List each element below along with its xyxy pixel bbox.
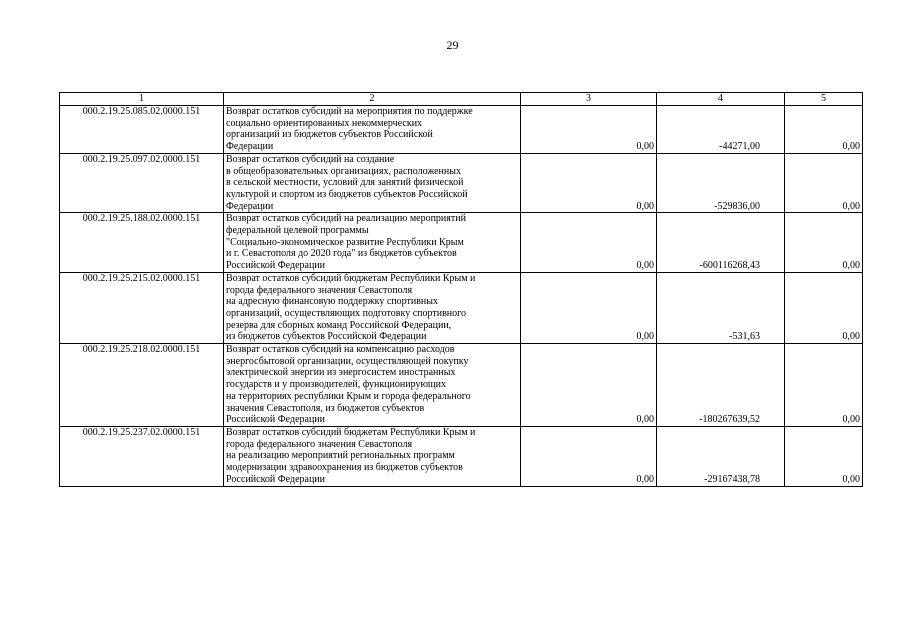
description-line: социально ориентированных некоммерческих: [226, 117, 423, 129]
description-line: Российской Федерации: [226, 473, 326, 485]
header-col-2: 2: [224, 93, 521, 106]
table-row: [60, 153, 863, 213]
description-line: Возврат остатков субсидий бюджетам Республики Крым и: [226, 426, 476, 438]
description-line: Российской Федерации: [226, 260, 326, 272]
budget-code: 000.2.19.25.237.02.0000.151: [60, 426, 224, 486]
description-line: Федерации: [226, 141, 274, 153]
value-col-5: 0,00: [785, 153, 863, 213]
description-line: организаций из бюджетов субъектов Российской: [226, 129, 433, 141]
budget-code: 000.2.19.25.188.02.0000.151: [60, 213, 224, 273]
description-line: города федерального значения Севастополя: [226, 438, 413, 450]
description-line: и г. Севастополя до 2020 года" из бюджетов субъектов: [226, 248, 457, 260]
value-col-4: -44271,00: [657, 106, 785, 154]
description-line: энергосбытовой организации, осуществляющей покупку: [226, 355, 469, 367]
value-col-4: -180267639,52: [657, 344, 785, 427]
description-line: на реализацию мероприятий региональных программ: [226, 450, 455, 462]
value-col-4: -600116268,43: [657, 213, 785, 273]
description: [224, 344, 521, 427]
description-line: Возврат остатков субсидий на реализацию мероприятий: [226, 213, 466, 225]
description-line: "Социально-экономическое развитие Республики Крым: [226, 236, 464, 248]
description-line: Федерации: [226, 200, 274, 212]
value-col-4: -29167438,78: [657, 426, 785, 486]
value-col-3: 0,00: [521, 106, 657, 154]
value-col-3: 0,00: [521, 272, 657, 343]
value-col-3: 0,00: [521, 344, 657, 427]
table-header-row: [60, 93, 863, 106]
description-line: Возврат остатков субсидий на мероприятия по поддержке: [226, 106, 473, 117]
description-line: в сельской местности, условий для занятий физической: [226, 177, 464, 189]
description-line: культурой и спортом из бюджетов субъектов Российской: [226, 188, 468, 200]
description-line: Возврат остатков субсидий на создание: [226, 153, 395, 165]
description-line: Российской Федерации: [226, 414, 326, 426]
budget-code: 000.2.19.25.215.02.0000.151: [60, 272, 224, 343]
table-row: [60, 106, 863, 154]
description-line: государств и у производителей, функционирующих: [226, 379, 446, 391]
value-col-5: 0,00: [785, 213, 863, 273]
description-line: города федерального значения Севастополя: [226, 284, 413, 296]
value-col-5: 0,00: [785, 272, 863, 343]
value-col-5: 0,00: [785, 426, 863, 486]
value-col-5: 0,00: [785, 344, 863, 427]
table-row: [60, 344, 863, 427]
table-row: [60, 272, 863, 343]
description-line: в общеобразовательных организациях, расположенных: [226, 165, 461, 177]
description: [224, 213, 521, 273]
budget-table: [59, 92, 863, 487]
table-row: [60, 213, 863, 273]
description-line: Возврат остатков субсидий на компенсацию расходов: [226, 344, 455, 356]
description-line: резерва для сборных команд Российской Федерации,: [226, 319, 452, 331]
description-line: организаций, осуществляющих подготовку спортивного: [226, 307, 466, 319]
budget-code: 000.2.19.25.097.02.0000.151: [60, 153, 224, 213]
description-line: из бюджетов субъектов Российской Федерации: [226, 331, 427, 343]
budget-code: 000.2.19.25.218.02.0000.151: [60, 344, 224, 427]
description: [224, 153, 521, 213]
header-col-1: 1: [60, 93, 224, 106]
value-col-5: 0,00: [785, 106, 863, 154]
value-col-4: -531,63: [657, 272, 785, 343]
description-line: на территориях республики Крым и города федерального: [226, 390, 471, 402]
value-col-3: 0,00: [521, 426, 657, 486]
table-row: [60, 426, 863, 486]
budget-code: 000.2.19.25.085.02.0000.151: [60, 106, 224, 154]
page-number: 29: [446, 38, 459, 52]
description: [224, 106, 521, 154]
header-col-4: 4: [657, 93, 785, 106]
description-line: федеральной целевой программы: [226, 225, 369, 237]
value-col-3: 0,00: [521, 153, 657, 213]
description-line: электрической энергии из энергосистем иностранных: [226, 367, 456, 379]
description-line: на адресную финансовую поддержку спортивных: [226, 296, 439, 308]
header-col-5: 5: [785, 93, 863, 106]
description: [224, 426, 521, 486]
value-col-3: 0,00: [521, 213, 657, 273]
header-col-3: 3: [521, 93, 657, 106]
description-line: Возврат остатков субсидий бюджетам Республики Крым и: [226, 272, 476, 284]
description: [224, 272, 521, 343]
description-line: модернизации здравоохранения из бюджетов субъектов: [226, 462, 463, 474]
value-col-4: -529836,00: [657, 153, 785, 213]
description-line: значения Севастополя, из бюджетов субъектов: [226, 402, 425, 414]
